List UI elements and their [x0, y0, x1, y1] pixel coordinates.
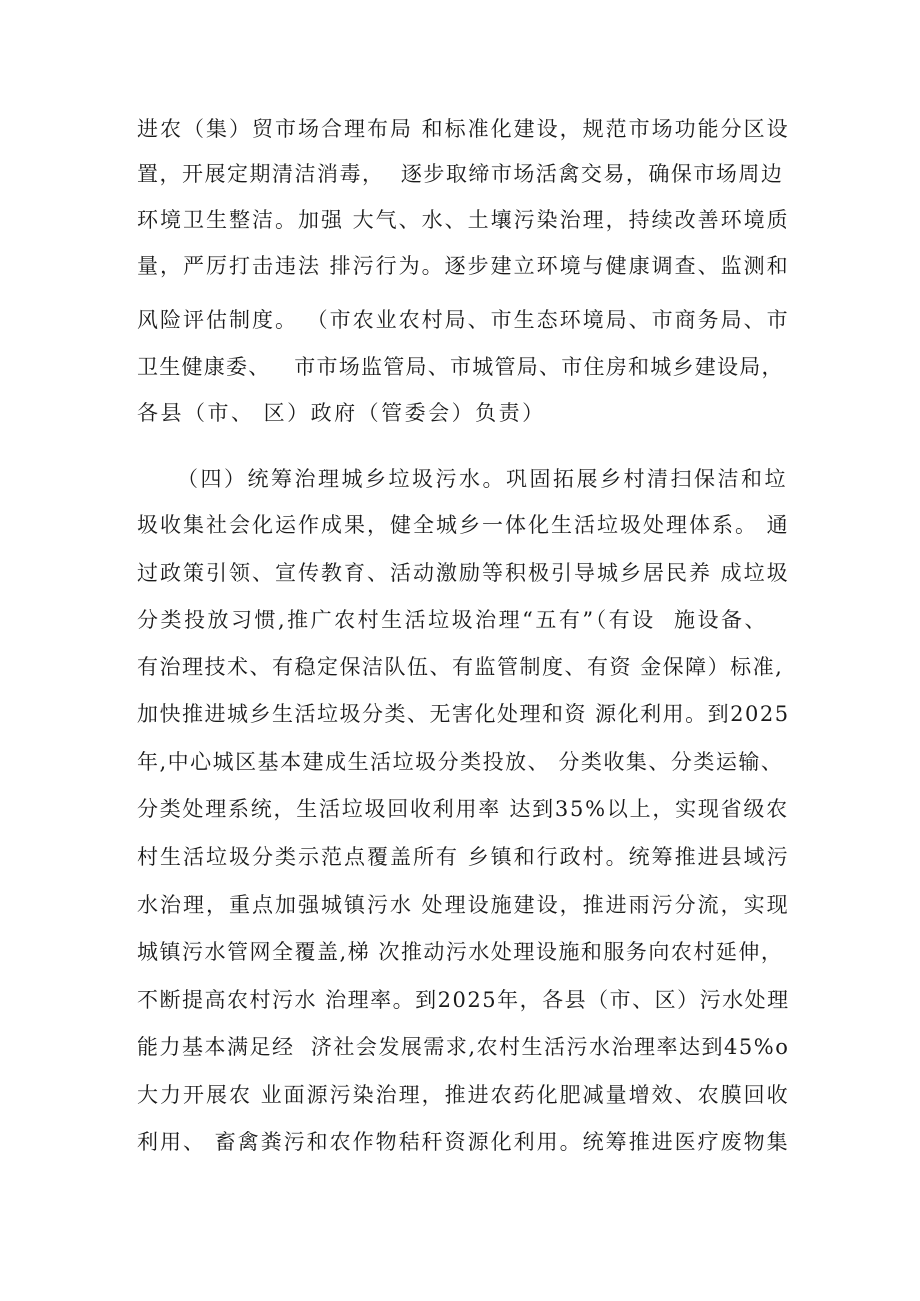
text-line: 城镇污水管网全覆盖,梯 次推动污水处理设施和服务向农村延伸，: [137, 940, 784, 964]
text-line: 各县（市、 区）政府（管委会）负责）: [137, 401, 546, 425]
text-line: 进农（集）贸市场合理布局 和标准化建设，规范市场功能分区设: [137, 117, 790, 141]
text-line: 风险评估制度。 （市农业农村局、市生态环境局、市商务局、市: [137, 308, 790, 332]
text-line: 村生活垃圾分类示范点覆盖所有 乡镇和行政村。统筹推进县域污: [137, 845, 790, 869]
text-line: 能力基本满足经 济社会发展需求,农村生活污水治理率达到45%o: [137, 1035, 790, 1059]
text-line: 不断提高农村污水 治理率。到2025年，各县（市、区）污水处理: [137, 988, 790, 1012]
text-line: 圾收集社会化运作成果，健全城乡一体化生活垃圾处理体系。 通: [137, 513, 790, 537]
text-line: 有治理技术、有稳定保洁队伍、有监管制度、有资 金保障）标准,: [137, 655, 784, 679]
text-line: 分类处理系统，生活垃圾回收利用率 达到35%以上，实现省级农: [137, 797, 789, 821]
text-line: 水治理，重点加强城镇污水 处理设施建设，推进雨污分流，实现: [137, 893, 790, 917]
text-line: 利用、 畜禽粪污和农作物秸秆资源化利用。统筹推进医疗废物集: [137, 1130, 790, 1154]
text-line: 环境卫生整洁。加强 大气、水、土壤污染治理，持续改善环境质: [137, 208, 790, 232]
text-line: 量，严厉打击违法 排污行为。逐步建立环境与健康调查、监测和: [137, 254, 790, 278]
text-line: 加快推进城乡生活垃圾分类、无害化处理和资 源化利用。到2025: [137, 702, 790, 726]
text-line: 分类投放习惯,推广农村生活垃圾治理“五有”（有设 施设备、: [137, 608, 768, 632]
text-line: 年,中心城区基本建成生活垃圾分类投放、 分类收集、分类运输、: [137, 750, 784, 774]
text-line: 卫生健康委、 市市场监管局、市城管局、市住房和城乡建设局，: [137, 355, 784, 379]
text-line: 过政策引领、宣传教育、活动激励等积极引导城乡居民养 成垃圾: [137, 561, 790, 585]
text-line: 置，开展定期清洁消毒， 逐步取缔市场活禽交易，确保市场周边: [137, 162, 784, 186]
text-line: （四）统筹治理城乡垃圾污水。巩固拓展乡村清扫保洁和垃: [177, 467, 788, 491]
text-line: 大力开展农 业面源污染治理，推进农药化肥减量增效、农膜回收: [137, 1083, 790, 1107]
